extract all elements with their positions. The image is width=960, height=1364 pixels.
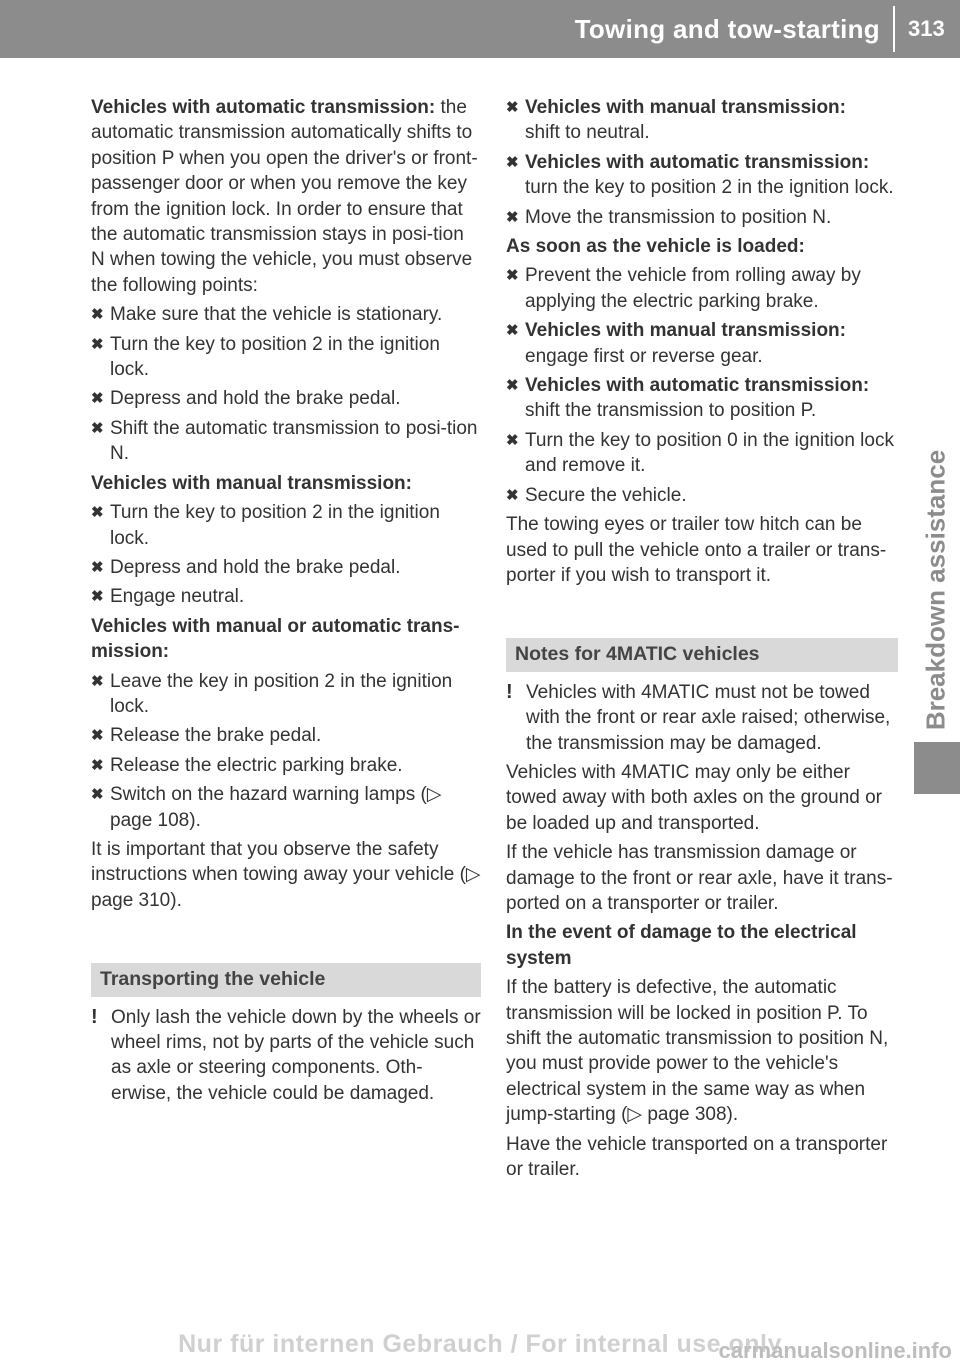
step-arrow-icon: ✖ [91,588,104,606]
instruction-step [91,302,481,327]
step-bold: Vehicles with automatic transmission: [525,151,870,173]
instruction-step [506,150,898,201]
side-tab-label: Breakdown assistance [920,449,951,731]
intro-text: the automatic transmission automatically shifts to position P when you open the driver's or front-passenger door or when you remove the key from the ignition lock. In order to ensure that the automatic transmission stays in posi-tion N when towing the vehicle, you must observe the following points: [91,97,478,296]
step-text: Release the electric parking brake. [110,754,403,776]
side-tab [916,440,956,740]
instruction-step [506,263,898,314]
paragraph-transport: Have the vehicle transported on a transporter or trailer. [506,1133,888,1181]
instruction-step [91,584,481,609]
step-arrow-icon: ✖ [506,377,519,395]
instruction-step [91,500,481,551]
section-title-4matic: Notes for 4MATIC vehicles [506,638,898,671]
both-heading: Vehicles with manual or automatic trans-mission: [91,615,460,663]
header-divider [893,6,895,52]
step-text: Release the brake pedal. [110,725,322,747]
step-arrow-icon: ✖ [91,672,104,690]
instruction-step [506,205,898,230]
paragraph-4matic-towing: Vehicles with 4MATIC may only be either towed away with both axles on the ground or be loaded up and transported. [506,761,883,834]
warning-icon: ! [506,680,513,703]
instruction-step [91,782,481,833]
step-arrow-icon: ✖ [91,504,104,522]
step-text: Secure the vehicle. [525,484,687,506]
step-arrow-icon: ✖ [91,306,104,324]
step-bold: Vehicles with manual transmission: [525,97,846,118]
paragraph-transmission-damage: If the vehicle has transmission damage or damage to the front or rear axle, have it trans-ported on a transporter or trailer. [506,842,893,914]
step-arrow-icon: ✖ [506,208,519,226]
footer-watermark: carmanualsonline.info [718,1338,952,1363]
page-header [0,0,960,58]
step-text: Switch on the hazard warning lamps (▷ page 108). [110,784,442,831]
step-arrow-icon: ✖ [91,419,104,437]
instruction-step [91,386,481,411]
steps-top [506,95,898,230]
instruction-step [91,753,481,778]
manual-heading: Vehicles with manual transmission: [91,472,412,494]
step-arrow-icon: ✖ [91,558,104,576]
page-number: 313 [908,16,945,41]
instruction-step [506,428,898,479]
warning-icon: ! [91,1005,98,1028]
instruction-step [506,95,898,146]
left-column [91,95,481,1110]
instruction-step [91,555,481,580]
step-arrow-icon: ✖ [91,786,104,804]
instruction-step [91,416,481,467]
step-bold: Vehicles with automatic transmission: [525,375,870,397]
instruction-step [506,318,898,369]
step-arrow-icon: ✖ [506,431,519,449]
step-text: Prevent the vehicle from rolling away by applying the electric parking brake. [525,265,861,312]
step-text: Turn the key to position 2 in the ignition lock. [110,333,440,381]
step-arrow-icon: ✖ [506,99,519,116]
loaded-heading: As soon as the vehicle is loaded: [506,236,805,258]
steps-automatic [91,302,481,466]
step-text: Shift the automatic transmission to posi-tion N. [110,417,478,465]
side-tab-marker [914,742,960,794]
warning-4matic [506,680,898,756]
step-arrow-icon: ✖ [91,335,104,353]
step-arrow-icon: ✖ [91,390,104,408]
instruction-step [506,373,898,424]
steps-manual [91,500,481,610]
intro-paragraph [91,95,481,298]
step-text: Depress and hold the brake pedal. [110,388,401,410]
step-text: shift the transmission to position P. [525,400,817,422]
step-text: Leave the key in position 2 in the ignition lock. [110,670,453,717]
step-arrow-icon: ✖ [506,267,519,285]
step-text: Depress and hold the brake pedal. [110,556,401,578]
step-text: Move the transmission to position N. [525,206,832,228]
step-text: Make sure that the vehicle is stationary. [110,304,443,326]
step-arrow-icon: ✖ [91,727,104,745]
instruction-step [91,723,481,748]
warning-text: Vehicles with 4MATIC must not be towed with the front or rear axle raised; otherwise, the transmission may be damaged. [526,681,891,754]
paragraph-battery: If the battery is defective, the automatic transmission will be locked in position P. To shift the automatic transmission to position N, you must provide power to the vehicle's electrical system in the same way as when jump-starting (▷ page 308). [506,977,889,1126]
step-text: turn the key to position 2 in the ignition lock. [525,177,894,199]
step-arrow-icon: ✖ [506,486,519,504]
right-column [506,95,898,1186]
steps-loaded [506,263,898,508]
towing-eyes-paragraph: The towing eyes or trailer tow hitch can be used to pull the vehicle onto a trailer or trans-porter if you wish to transport it. [506,514,887,586]
step-arrow-icon: ✖ [506,322,519,340]
instruction-step [506,483,898,508]
steps-both [91,669,481,833]
step-text: Turn the key to position 0 in the ignition lock and remove it. [525,429,894,477]
safety-note: It is important that you observe the safety instructions when towing away your vehicle (▷ page 310). [91,838,481,911]
step-arrow-icon: ✖ [506,153,519,171]
step-text: Turn the key to position 2 in the ignition lock. [110,502,440,549]
step-text: Engage neutral. [110,586,245,608]
warning-text: Only lash the vehicle down by the wheels or wheel rims, not by parts of the vehicle such as axle or steering components. Oth-erwise, the vehicle could be damaged. [111,1006,481,1104]
instruction-step [91,669,481,720]
step-text: shift to neutral. [525,122,650,144]
intro-bold: Vehicles with automatic transmission: [91,97,436,118]
warning-transporting [91,1005,481,1107]
instruction-step [91,332,481,383]
footer-internal-use: Nur für internen Gebrauch / For internal use only [178,1330,782,1358]
step-arrow-icon: ✖ [91,756,104,774]
electrical-heading: In the event of damage to the electrical system [506,922,857,969]
section-title-transporting: Transporting the vehicle [91,963,481,996]
header-title: Towing and tow-starting [574,14,880,44]
step-bold: Vehicles with manual transmission: [525,320,846,342]
step-text: engage first or reverse gear. [525,345,763,367]
